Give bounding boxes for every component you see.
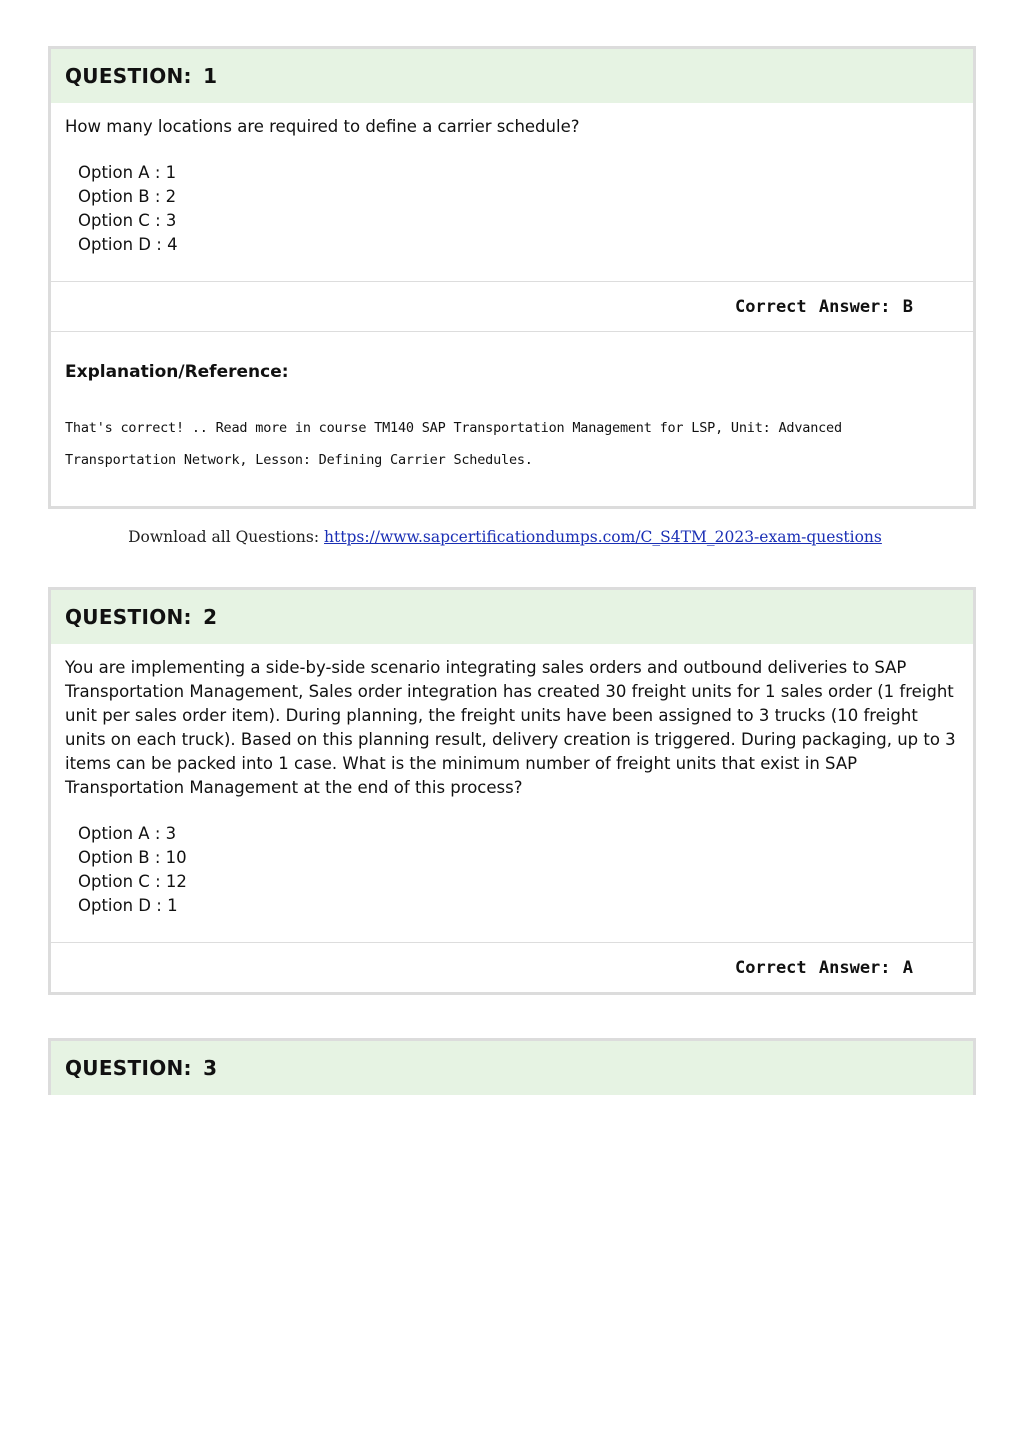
option-b: Option B : 2 [78, 187, 177, 206]
option-d: Option D : 1 [78, 896, 178, 915]
option-a: Option A : 1 [78, 163, 177, 182]
correct-answer: Correct Answer: A [735, 957, 913, 978]
options-list [65, 161, 959, 257]
question-card-2 [48, 587, 976, 995]
question-body [51, 103, 973, 281]
question-body [51, 644, 973, 942]
option-b: Option B : 10 [78, 848, 187, 867]
download-label: Download all Questions: [128, 528, 320, 546]
option-d: Option D : 4 [78, 235, 178, 254]
question-header: QUESTION: 3 [51, 1041, 973, 1095]
download-link[interactable]: https://www.sapcertificationdumps.com/C_S4TM_2023-exam-questions [324, 528, 882, 546]
question-header: QUESTION: 2 [51, 590, 973, 644]
explanation-text: That's correct! .. Read more in course TM140 SAP Transportation Management for LSP, Unit: Advanced Transportation Network, Lesson: Defining Carrier Schedules. [65, 420, 842, 468]
question-text: You are implementing a side-by-side scenario integrating sales orders and outbound deliveries to SAP Transportation Management, Sales order integration has created 30 freight units for 1 sales order (1 freight unit per sales order item). During planning, the freight units have been assigned to 3 trucks (10 freight units on each truck). Based on this planning result, delivery creation is triggered. During packaging, up to 3 items can be packed into 1 case. What is the minimum number of freight units that exist in SAP Transportation Management at the end of this process? [65, 658, 956, 797]
option-c: Option C : 12 [78, 872, 187, 891]
question-card-3 [48, 1038, 976, 1095]
download-line [0, 528, 1010, 546]
correct-answer: Correct Answer: B [735, 296, 913, 317]
options-list [65, 822, 959, 918]
explanation-section [51, 332, 973, 506]
question-header: QUESTION: 1 [51, 49, 973, 103]
option-c: Option C : 3 [78, 211, 177, 230]
explanation-title: Explanation/Reference: [65, 362, 289, 382]
question-text: How many locations are required to define a carrier schedule? [65, 117, 580, 136]
question-card-1 [48, 46, 976, 509]
option-a: Option A : 3 [78, 824, 177, 843]
